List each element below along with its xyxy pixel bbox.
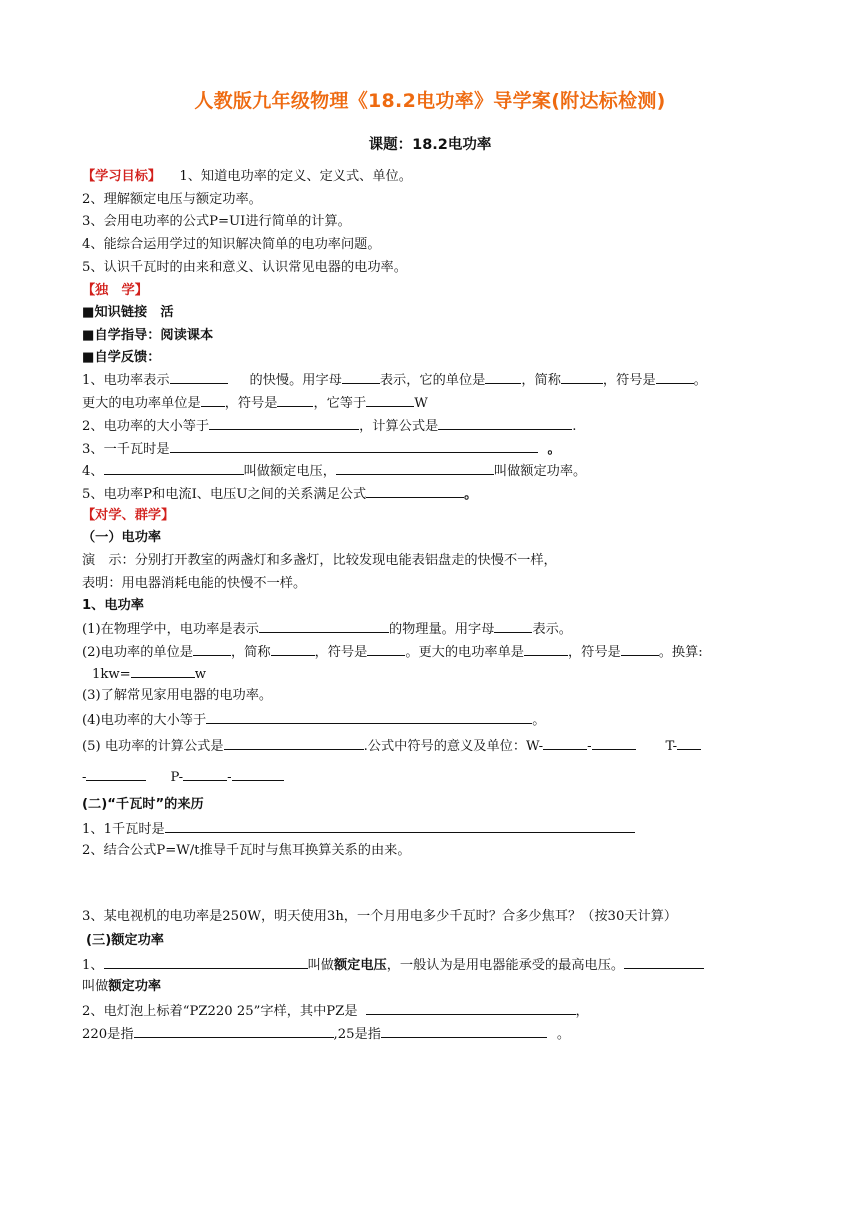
blank[interactable] (134, 1024, 334, 1038)
self-study-label: 【独 学】 (82, 283, 148, 298)
goals-label: 【学习目标】 (82, 169, 162, 184)
power-q3: (3)了解常见家用电器的电功率。 (82, 688, 273, 703)
blank[interactable] (86, 767, 146, 781)
blank[interactable] (104, 955, 308, 969)
blank[interactable] (342, 370, 380, 384)
rated-q1: 1、 叫做额定电压，一般认为是用电器能承受的最高电压。 (82, 955, 704, 975)
goal-item: 3、会用电功率的公式P=UI进行简单的计算。 (82, 214, 351, 229)
blank[interactable] (524, 642, 568, 656)
blank[interactable] (209, 416, 359, 430)
blank[interactable] (170, 370, 228, 384)
knowledge-link: ■知识链接 活 (82, 305, 174, 320)
blank[interactable] (271, 642, 315, 656)
section-two-heading: (二)“千瓦时”的来历 (82, 797, 204, 812)
blank[interactable] (170, 439, 538, 453)
document-title: 人教版九年级物理《18.2电功率》导学案(附达标检测) (194, 90, 666, 112)
kwh-q2: 2、结合公式P=W/t推导千瓦时与焦耳换算关系的由来。 (82, 843, 411, 858)
goal-item: 4、能综合运用学过的知识解决简单的电功率问题。 (82, 237, 381, 252)
blank[interactable] (259, 619, 389, 633)
goal-item: 2、理解额定电压与额定功率。 (82, 192, 262, 207)
lesson-subtitle: 课题：18.2电功率 (368, 137, 492, 153)
blank[interactable] (183, 767, 227, 781)
blank[interactable] (206, 710, 532, 724)
self-study-guide: ■自学指导：阅读课本 (82, 328, 214, 343)
blank[interactable] (381, 1024, 547, 1038)
blank[interactable] (543, 736, 587, 750)
goal-item: 1、知道电功率的定义、定义式、单位。 (179, 169, 412, 184)
blank[interactable] (656, 370, 694, 384)
power-q2: (2)电功率的单位是 ，简称 ，符号是 。更大的电功率单是 ，符号是 。换算: (82, 642, 703, 662)
blank[interactable] (561, 370, 603, 384)
kwh-q3: 3、某电视机的电功率是250W，明天使用3h，一个月用电多少千瓦时？合多少焦耳？（按30天计算） (82, 909, 678, 924)
blank[interactable] (193, 642, 231, 656)
demo-text: 演 示：分别打开教室的两盏灯和多盏灯，比较发现电能表铝盘走的快慢不一样， (82, 553, 557, 568)
explain-text: 表明：用电器消耗电能的快慢不一样。 (82, 576, 307, 591)
blank[interactable] (624, 955, 704, 969)
feedback-q1-cont: 更大的电功率单位是 ，符号是 ，它等于 W (82, 393, 428, 413)
feedback-q1: 1、电功率表示 的快慢。用字母 表示，它的单位是 ，简称 ，符号是 。 (82, 370, 707, 390)
blank[interactable] (677, 736, 701, 750)
feedback-q3: 3、一千瓦时是 。 (82, 439, 561, 459)
group-study-label: 【对学、群学】 (82, 508, 175, 523)
kwh-q1: 1、1千瓦时是 (82, 819, 635, 839)
rated-q2-cont: 220是指 ,25是指 。 (82, 1024, 570, 1044)
rated-q1-cont: 叫做额定功率 (82, 979, 162, 994)
power-q4: (4)电功率的大小等于 。 (82, 710, 545, 730)
sub-heading-power: 1、电功率 (82, 598, 144, 613)
power-q1: (1)在物理学中，电功率是表示 的物理量。用字母 表示。 (82, 619, 572, 639)
power-q2-conversion: 1kw= w (92, 664, 206, 684)
blank[interactable] (104, 461, 244, 475)
blank[interactable] (485, 370, 521, 384)
feedback-q4: 4、 叫做额定电压， 叫做额定功率。 (82, 461, 586, 481)
blank[interactable] (367, 642, 405, 656)
section-one-heading: （一）电功率 (82, 530, 162, 545)
blank[interactable] (336, 461, 494, 475)
self-study-feedback: ■自学反馈： (82, 350, 161, 365)
feedback-q2: 2、电功率的大小等于 ，计算公式是 . (82, 416, 576, 436)
blank[interactable] (592, 736, 636, 750)
power-q5: (5) 电功率的计算公式是 .公式中符号的意义及单位：W- - T- (82, 736, 701, 756)
blank[interactable] (224, 736, 364, 750)
blank[interactable] (438, 416, 572, 430)
rated-q2: 2、电灯泡上标着“PZ220 25”字样，其中PZ是 ， (82, 1001, 589, 1021)
goal-line-1 (82, 168, 412, 186)
power-q5-cont: - P- - (82, 767, 284, 787)
blank[interactable] (232, 767, 284, 781)
feedback-q5: 5、电功率P和电流I、电压U之间的关系满足公式 。 (82, 484, 477, 504)
blank[interactable] (165, 819, 635, 833)
section-three-heading: (三)额定功率 (86, 933, 164, 948)
blank[interactable] (366, 1001, 576, 1015)
blank[interactable] (494, 619, 532, 633)
blank[interactable] (621, 642, 659, 656)
blank[interactable] (201, 393, 225, 407)
blank[interactable] (131, 664, 195, 678)
blank[interactable] (277, 393, 313, 407)
blank[interactable] (366, 393, 414, 407)
blank[interactable] (366, 484, 464, 498)
goal-item: 5、认识千瓦时的由来和意义、认识常见电器的电功率。 (82, 260, 407, 275)
